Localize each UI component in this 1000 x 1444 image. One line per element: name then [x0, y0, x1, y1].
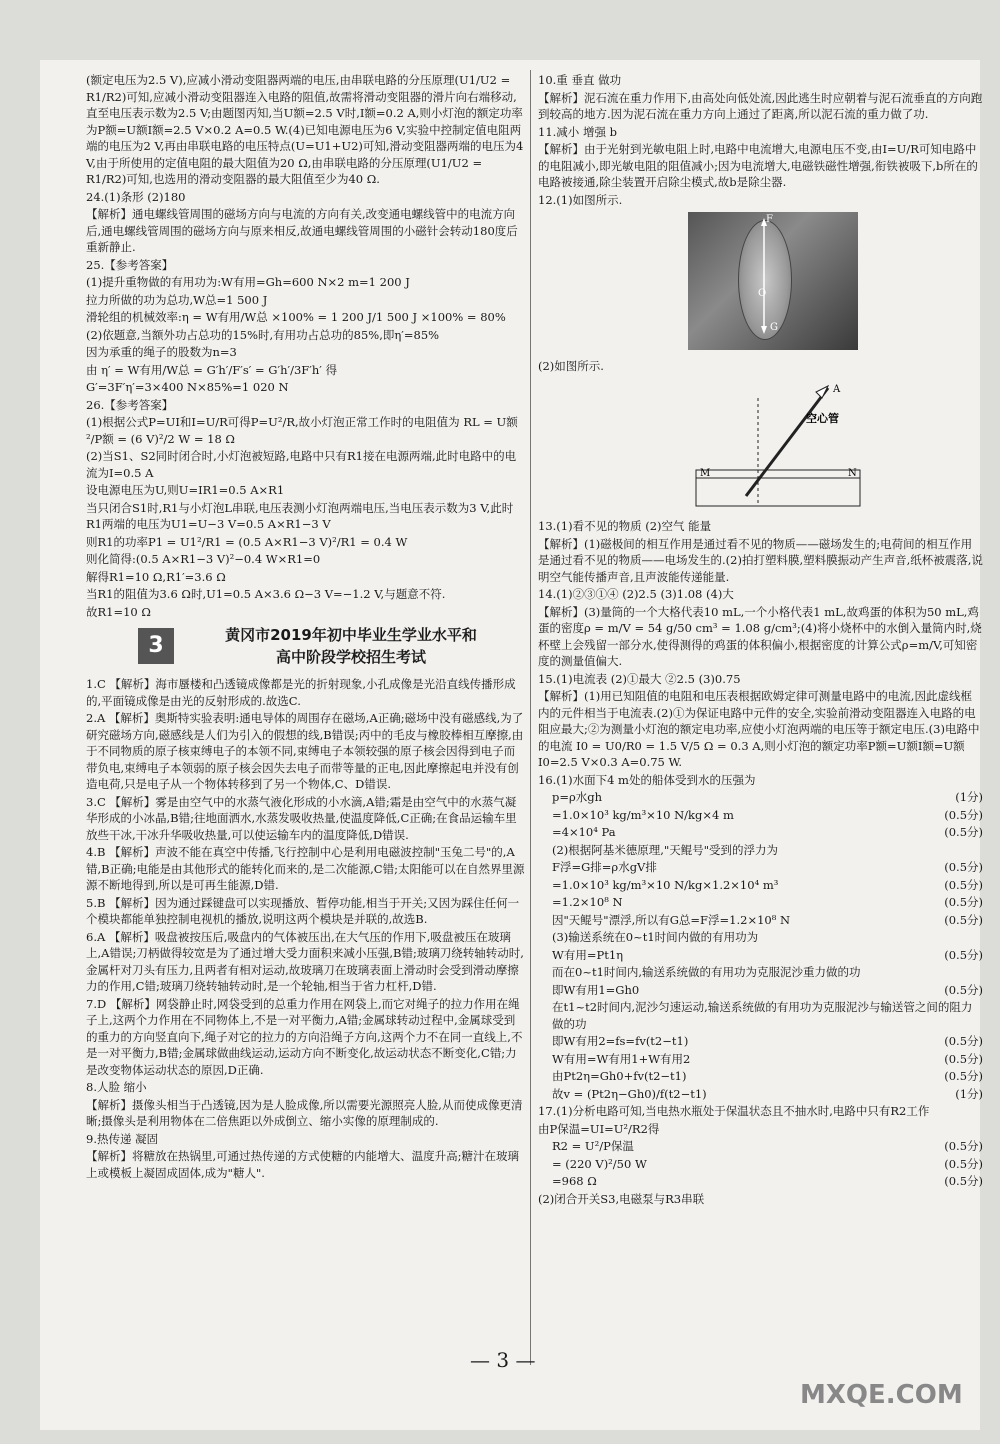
- right_col-para: 【解析】泥石流在重力作用下,由高处向低处流,因此逃生时应朝着与泥石流垂直的方向跑到较高的地方.因为泥石流在重力方向上通过了距离,所以泥石流的重力做了功.: [538, 90, 983, 121]
- left_col-para: 拉力所做的功为总功,W总=1 500 J: [86, 292, 268, 307]
- right_col_mid-para: (2)如图所示.: [538, 359, 604, 373]
- scored-line: [538, 1086, 983, 1103]
- section-header: [86, 624, 526, 672]
- score-value: (1分): [955, 1086, 983, 1101]
- left_col2-para: 5.B 【解析】因为通过踩键盘可以实现播放、暂停功能,相当于开关;又因为踩住任何一个模块都能单独控制电视机的播放,说明这两个模块是并联的,故选B.: [86, 895, 520, 926]
- right_col3-para: 17.(1)分析电路可知,当电热水瓶处于保温状态且不抽水时,电路中只有R2工作: [538, 1104, 930, 1118]
- right_col2-para: 16.(1)水面下4 m处的船体受到水的压强为: [538, 772, 756, 787]
- scored-line: [538, 842, 983, 859]
- formula-text: 即W有用2=fs=fv(t2−t1): [552, 1034, 689, 1048]
- score-value: (0.5分): [944, 1051, 983, 1066]
- right-column: [538, 72, 983, 1208]
- formula-text: 故v = (Pt2η−Gh0)/f(t2−t1): [552, 1086, 707, 1101]
- left-column: [86, 72, 526, 1182]
- scored-line: [538, 1051, 983, 1068]
- left_col2-para: 2.A 【解析】奥斯特实验表明:通电导体的周围存在磁场,A正确;磁场中没有磁感线,为了研究磁场方向,磁感线是人们为引入的假想的线,B错误;丙中的毛皮与橡胶棒相互摩擦,由于不同物质的原子核束缚电子的本领不同,束缚电子本领较强的原子核会因得到电子而带负电,束缚电子本领弱的原子核会因失去电子而带等量的正电,因此摩擦起电并没有创造电荷,只是电子从一个物体转移到了另一个物体,C、D错误.: [86, 711, 524, 791]
- score-value: (0.5分): [944, 1156, 983, 1171]
- left_col-para: (2)当S1、S2同时闭合时,小灯泡被短路,电路中只有R1接在电源两端,此时电路中的电流为I=0.5 A: [86, 449, 517, 480]
- scored-line: [538, 807, 983, 824]
- label-m: M: [700, 467, 711, 479]
- right_col2-para: 【解析】(1)用已知阻值的电阻和电压表根据欧姆定律可测量电路中的电流,因此虚线框内的元件相当于电流表.(2)①为保证电路中元件的安全,实验前滑动变阻器连入电路的电阻应最大;②为测量小灯泡的额定电功率,应使小灯泡两端的电压等于额定电压.(3)电路中的电流 I0 = U0/R0 = 1.5 V/5 Ω = 0.3 A,则小灯泡的额定功率P额=U额I额=U额I0=2.5 V×0.3 A=0.75 W.: [538, 689, 980, 769]
- left_col-para: 26.【参考答案】: [86, 397, 174, 412]
- formula-text: 在t1~t2时间内,泥沙匀速运动,输送系统做的有用功为克服泥沙与输送管之间的阻力做的功: [552, 1000, 973, 1031]
- score-value: (0.5分): [944, 860, 983, 874]
- site-watermark: MXQE.COM: [800, 1380, 963, 1410]
- left_col2-para: 7.D 【解析】网袋静止时,网袋受到的总重力作用在网袋上,而它对绳子的拉力作用在绳子上,这两个力作用在不同物体上,不是一对平衡力,A错;金属球转动过程中,金属球受到的重力的方向竖直向下,绳子对它的拉力的方向沿绳子方向,这两个力不在同一直线上,不是一对平衡力,B错;金属球做曲线运动,运动方向不断变化,故运动状态不断变化,C错;力是改变物体运动状态的原因,D正确.: [86, 996, 523, 1077]
- formula-text: p=ρ水gh: [552, 790, 603, 804]
- left_col2-para: 4.B 【解析】声波不能在真空中传播,飞行控制中心是利用电磁波控制"玉兔二号"的,A错,B正确;电能是由其他形式的能转化而来的,是二次能源,C错;太阳能可以在自然界里源源不断地得到,所以是可再生能源,D错.: [86, 845, 525, 892]
- left_col-para: 则化简得:(0.5 A×R1−3 V)²−0.4 W×R1=0: [86, 552, 321, 566]
- scored-line: [538, 824, 983, 841]
- left_col-para: (额定电压为2.5 V),应减小滑动变阻器两端的电压,由串联电路的分压原理(U1/U2 = R1/R2)可知,应减小滑动变阻器连入电路的阻值,故需将滑动变阻器的滑片向右端移动,直至电压表示数为2.5 V;由题图丙知,当U额=2.5 V时,I额=0.2 A,则小灯泡的额定功率为P额=U额I额=2.5 V×0.2 A=0.5 W.(4)已知电源电压为6 V,实验中控制定值电阻两端的电压为2 V,再由串联电路的电压特点(U=U1+U2)可知,滑动变阻器两端的电压为4 V,由于所使用的定值电阻的最大阻值为20 Ω,由串联电路的分压原理(U1/U2 = R1/R2)可知,也选用的滑动变阻器的最大阻值至少为40 Ω.: [86, 73, 524, 186]
- label-tube: 空心管: [806, 411, 839, 425]
- left_col-para: G′=3F′η′=3×400 N×85%=1 020 N: [86, 380, 289, 394]
- right_col2-para: 【解析】(3)量筒的一个大格代表10 mL,一个小格代表1 mL,故鸡蛋的体积为50 mL,鸡蛋的密度ρ = m/V = 54 g/50 cm³ = 1.08 g/cm³;(4)将小烧杯中的水倒入量筒内时,烧杯壁上会残留一部分水,使得测得的鸡蛋的体积偏小,根据密度的计算公式ρ=m/V,可知密度的测量值偏大.: [538, 604, 982, 668]
- formula-text: F浮=G排=ρ水gV排: [552, 860, 657, 874]
- score-value: (0.5分): [944, 982, 983, 997]
- gravity-label-g: G: [770, 322, 778, 333]
- left_col-para: 25.【参考答案】: [86, 257, 174, 272]
- scored-line: [538, 982, 983, 999]
- scored-line: [538, 1068, 983, 1085]
- left_col-para: 由 η′ = W有用/W总 = G′h′/F′s′ = G′h′/3F′h′ 得: [86, 362, 338, 377]
- left_col2-para: 8.人脸 缩小: [86, 1080, 147, 1094]
- score-value: (0.5分): [944, 947, 983, 962]
- left_col2-para: 1.C 【解析】海市蜃楼和凸透镜成像都是光的折射现象,小孔成像是光沿直线传播形成的,平面镜成像是由光的反射形成的.故选C.: [86, 677, 516, 708]
- score-value: (0.5分): [944, 877, 983, 892]
- left_col-para: 滑轮组的机械效率:η = W有用/W总 ×100% = 1 200 J/1 500 J ×100% = 80%: [86, 310, 506, 324]
- left_col-para: 【解析】通电螺线管周围的磁场方向与电流的方向有关,改变通电螺线管中的电流方向后,通电螺线管周围的磁场方向与原来相反,故通电螺线管周围的小磁针会转动180度后重新静止.: [86, 207, 518, 254]
- formula-text: =1.2×10⁸ N: [552, 895, 623, 909]
- right_col2-para: 14.(1)②③①④ (2)2.5 (3)1.08 (4)大: [538, 587, 734, 601]
- left_col-para: (1)提升重物做的有用功为:W有用=Gh=600 N×2 m=1 200 J: [86, 275, 410, 289]
- left_col2-para: 3.C 【解析】雾是由空气中的水蒸气液化形成的小水滴,A错;霜是由空气中的水蒸气凝华形成的小冰晶,B错;往地面洒水,水蒸发吸收热量,使温度降低,C正确;在食品运输车里放些干冰,干冰升华吸收热量,可以使运输车内的温度降低,D错误.: [86, 794, 517, 842]
- section-title: 黄冈市2019年初中毕业生学业水平和 高中阶段学校招生考试: [225, 626, 477, 666]
- scored-line: [538, 912, 983, 929]
- center-label-o: O: [758, 288, 767, 299]
- scored-line: [538, 1156, 983, 1173]
- left_col-para: (1)根据公式P=UI和I=U/R可得P=U²/R,故小灯泡正常工作时的电阻值为 RL = U额²/P额 = (6 V)²/2 W = 18 Ω: [86, 415, 518, 446]
- left_col-para: 解得R1=10 Ω,R1′=3.6 Ω: [86, 569, 226, 584]
- formula-text: =968 Ω: [552, 1174, 597, 1188]
- score-value: (0.5分): [944, 912, 983, 927]
- formula-text: 即W有用1=Gh0: [552, 982, 640, 997]
- section-number: 3: [138, 628, 174, 664]
- right_col3-para: 由P保温=UI=U²/R2得: [538, 1121, 660, 1136]
- force-label-f: F: [766, 214, 773, 225]
- left_col-para: 故R1=10 Ω: [86, 604, 151, 619]
- left_col2-para: 6.A 【解析】吸盘被按压后,吸盘内的气体被压出,在大气压的作用下,吸盘被压在玻璃上,A错误;刀柄做得较宽是为了通过增大受力面积来减小压强,B错;玻璃刀绕转轴转动时,金属杆对刀头有压力,且两者有相对运动,故玻璃刀在玻璃表面上滑动时会受到滑动摩擦力的作用,C错;玻璃刀绕转轴转动时,是一个轮轴,相当于省力杠杆,D错.: [86, 929, 524, 993]
- score-value: (0.5分): [944, 1069, 983, 1083]
- right_col2-para: 15.(1)电流表 (2)①最大 ②2.5 (3)0.75: [538, 671, 741, 686]
- right_col2-para: 【解析】(1)磁极间的相互作用是通过看不见的物质——磁场发生的;电荷间的相互作用是通过看不见的物质——电场发生的.(2)拍打塑料膜,塑料膜振动产生声音,纸杯被震落,说明空气能传播声音,且声波能传递能量.: [538, 536, 983, 584]
- left_col-para: 当R1的阻值为3.6 Ω时,U1=0.5 A×3.6 Ω−3 V=−1.2 V,与题意不符.: [86, 587, 446, 601]
- left_col-para: (2)依题意,当额外功占总功的15%时,有用功占总功的85%,即η′=85%: [86, 327, 440, 342]
- formula-text: 而在0~t1时间内,输送系统做的有用功为克服泥沙重力做的功: [552, 965, 861, 979]
- formula-text: =1.0×10³ kg/m³×10 N/kg×1.2×10⁴ m³: [552, 877, 779, 892]
- force-arrows: [688, 212, 858, 350]
- refraction-diagram: [688, 378, 868, 508]
- score-value: (0.5分): [944, 825, 983, 839]
- page-number: — 3 —: [470, 1348, 536, 1372]
- column-divider: [530, 70, 531, 1365]
- right_col-para: 11.减小 增强 b: [538, 124, 617, 139]
- score-value: (0.5分): [944, 1139, 983, 1153]
- left_col-para: 24.(1)条形 (2)180: [86, 189, 186, 204]
- left_col-para: 则R1的功率P1 = U1²/R1 = (0.5 A×R1−3 V)²/R1 = 0.4 W: [86, 534, 408, 549]
- coin-photo: [688, 212, 858, 350]
- score-value: (0.5分): [944, 807, 983, 822]
- score-value: (1分): [955, 790, 983, 804]
- formula-text: W有用=Pt1η: [552, 947, 624, 962]
- formula-text: R2 = U²/P保温: [552, 1139, 634, 1153]
- formula-text: W有用=W有用1+W有用2: [552, 1051, 691, 1066]
- right_col2-para: 13.(1)看不见的物质 (2)空气 能量: [538, 519, 712, 533]
- scored-line: [538, 1173, 983, 1190]
- formula-text: (2)根据阿基米德原理,"天鲲号"受到的浮力为: [552, 842, 779, 857]
- left_col2-para: 9.热传递 凝固: [86, 1131, 159, 1146]
- left_col2-para: 【解析】将糖放在热锅里,可通过热传递的方式使糖的内能增大、温度升高;糖汁在玻璃上或模板上凝固成固体,成为"糖人".: [86, 1149, 520, 1180]
- last-line: (2)闭合开关S3,电磁泵与R3串联: [538, 1191, 705, 1206]
- scored-line: [538, 947, 983, 964]
- formula-text: =4×10⁴ Pa: [552, 825, 616, 839]
- scored-line: [538, 964, 983, 981]
- scored-line: [538, 999, 983, 1032]
- left_col-para: 当只闭合S1时,R1与小灯泡L串联,电压表测小灯泡两端电压,当电压表示数为3 V,此时R1两端的电压为U1=U−3 V=0.5 A×R1−3 V: [86, 500, 514, 531]
- label-a: A: [833, 383, 841, 395]
- scored-line: [538, 859, 983, 876]
- score-value: (0.5分): [944, 1034, 983, 1048]
- right_col-para: 【解析】由于光射到光敏电阻上时,电路中电流增大,电源电压不变,由I=U/R可知电路中的电阻减小,即光敏电阻的阻值减小;因为电流增大,电磁铁磁性增强,衔铁被吸下,b所在的电路被接通,除尘装置开启除尘模式,故b是除尘器.: [538, 142, 978, 189]
- left_col2-para: 【解析】摄像头相当于凸透镜,因为是人脸成像,所以需要光源照亮人脸,从而使成像更清晰;摄像头是利用物体在二倍焦距以外成倒立、缩小实像的原理制成的.: [86, 1097, 523, 1128]
- scored-line: [538, 877, 983, 894]
- formula-text: =1.0×10³ kg/m³×10 N/kg×4 m: [552, 807, 734, 822]
- label-n: N: [848, 467, 857, 479]
- formula-text: = (220 V)²/50 W: [552, 1156, 647, 1171]
- left_col-para: 因为承重的绳子的股数为n=3: [86, 345, 237, 359]
- scored-line: [538, 894, 983, 911]
- scored-line: [538, 929, 983, 946]
- right_col-para: 12.(1)如图所示.: [538, 192, 623, 207]
- formula-text: 由Pt2η=Gh0+fv(t2−t1): [552, 1069, 687, 1083]
- formula-text: (3)输送系统在0~t1时间内做的有用功为: [552, 930, 759, 944]
- score-value: (0.5分): [944, 1174, 983, 1188]
- formula-text: 因"天鲲号"漂浮,所以有G总=F浮=1.2×10⁸ N: [552, 912, 791, 927]
- scored-line: [538, 789, 983, 806]
- scored-line: [538, 1138, 983, 1155]
- right_col-para: 10.重 垂直 做功: [538, 73, 622, 87]
- scored-line: [538, 1033, 983, 1050]
- score-value: (0.5分): [944, 895, 983, 909]
- left_col-para: 设电源电压为U,则U=IR1=0.5 A×R1: [86, 483, 285, 497]
